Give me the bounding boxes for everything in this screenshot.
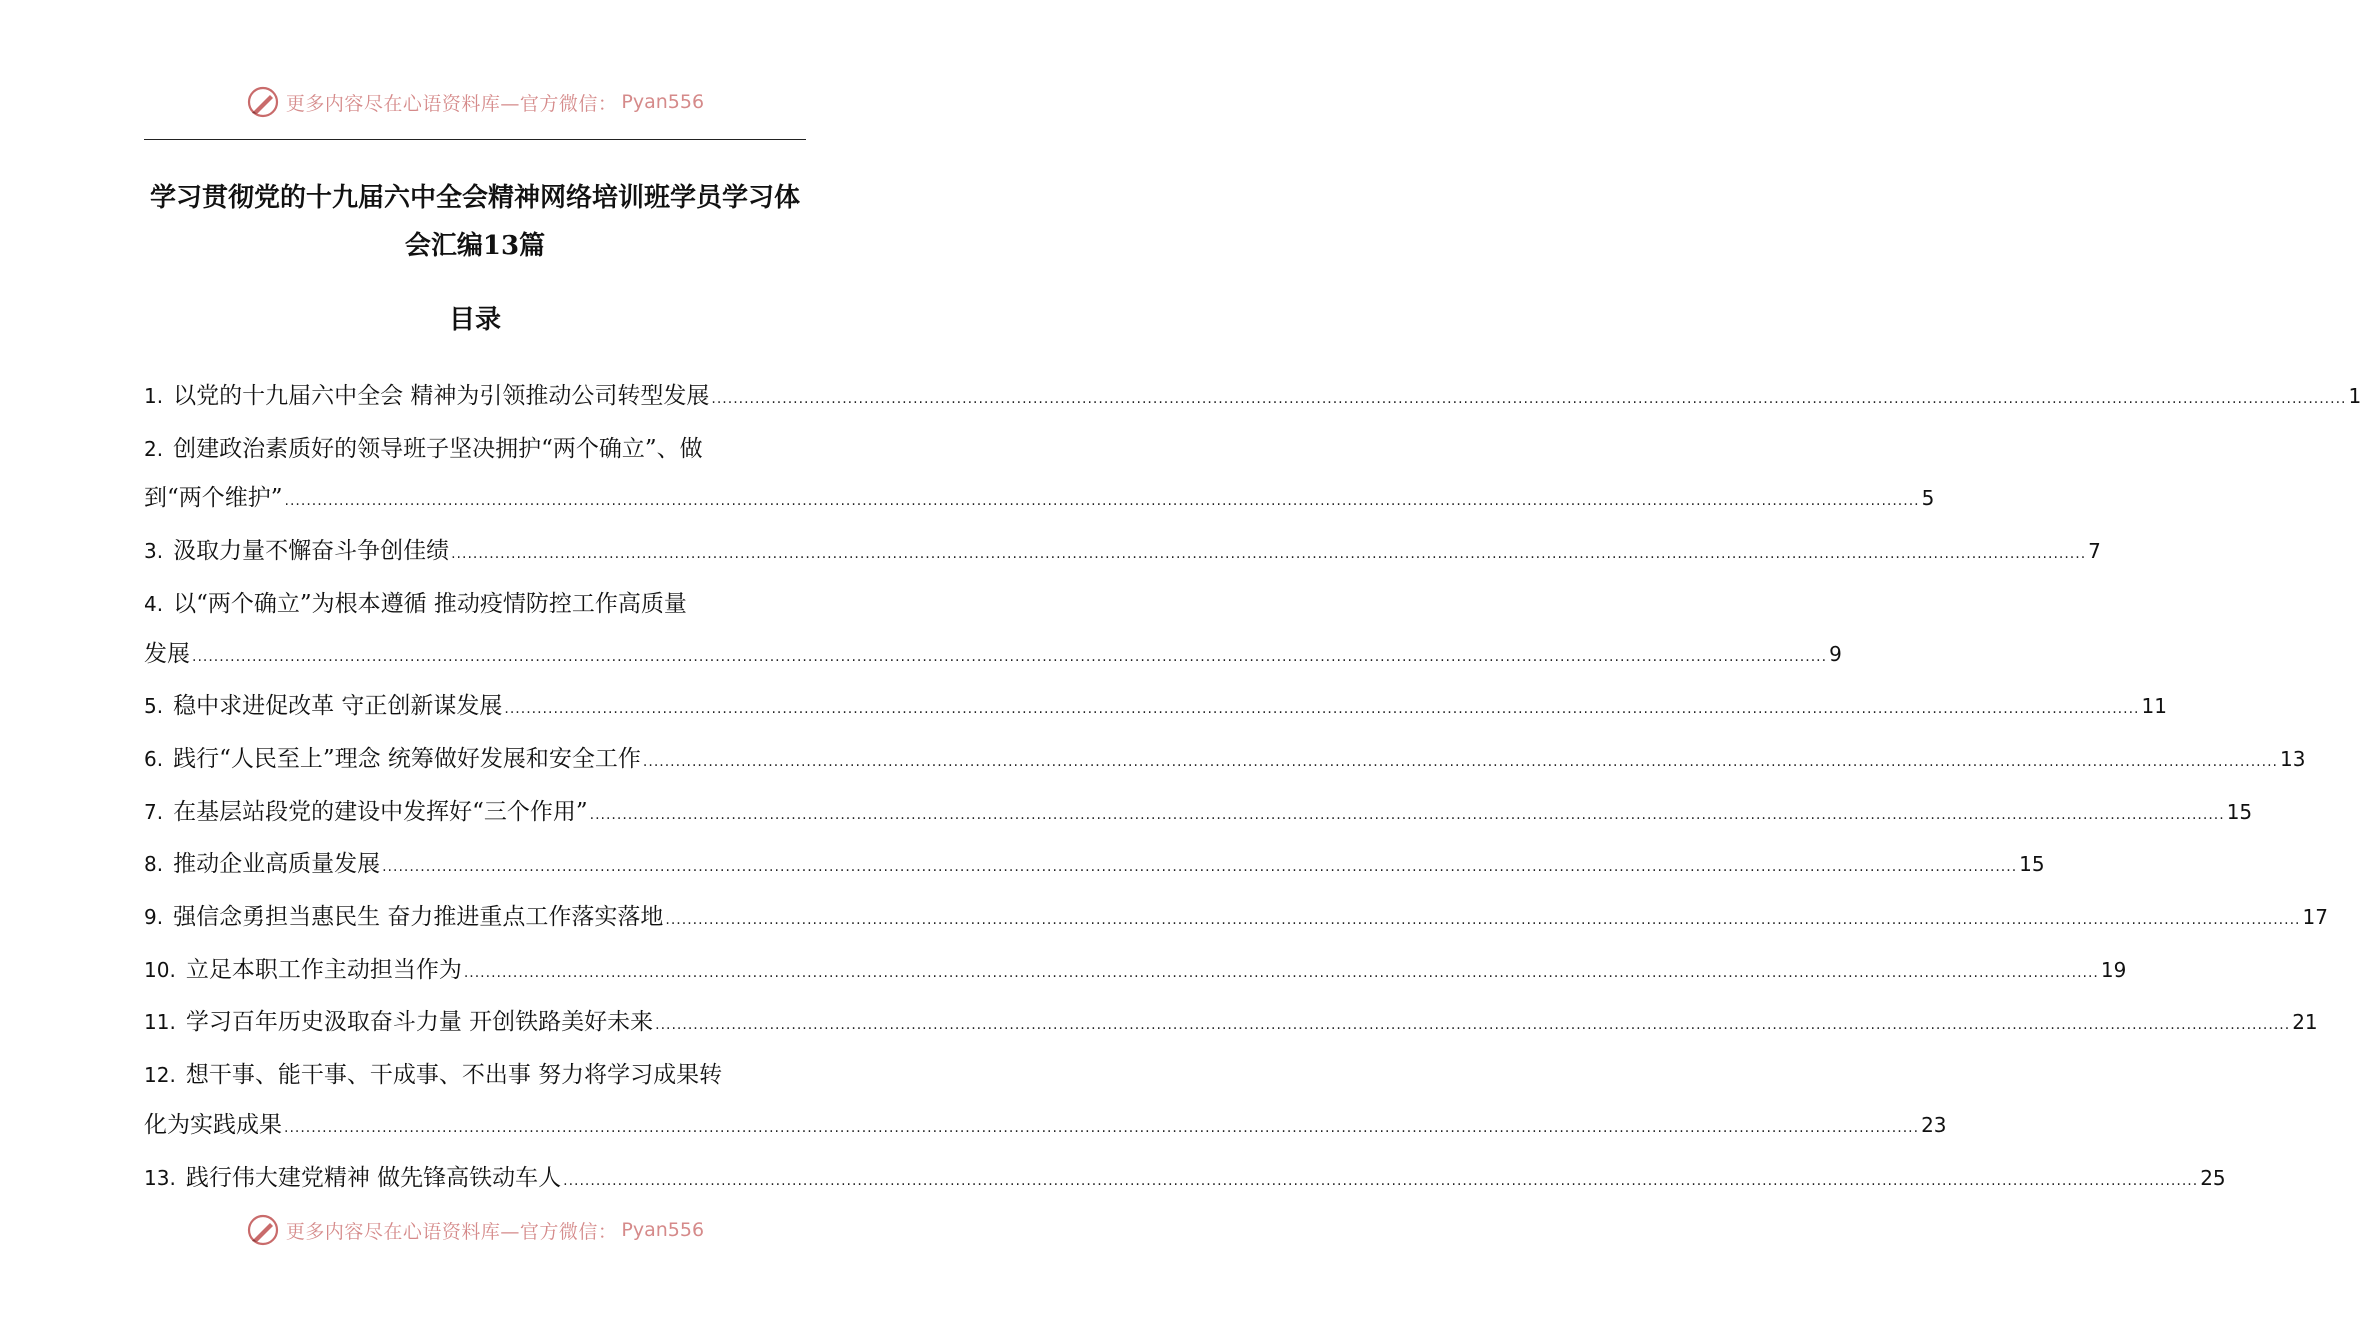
toc-leader-dots: ............................................................................................................................................................................................................................................................................................................ xyxy=(589,806,2225,823)
watermark-text: 更多内容尽在心语资料库—官方微信： xyxy=(285,92,618,115)
toc-entry-number: 3. xyxy=(144,539,164,564)
toc-leader-dots: ............................................................................................................................................................................................................................................................................................................ xyxy=(284,493,1920,510)
toc-entry-line xyxy=(144,998,2318,1051)
watermark-text: 更多内容尽在心语资料库—官方微信： xyxy=(285,1220,618,1243)
toc-heading: 目录 xyxy=(448,305,501,335)
toc-entry-line xyxy=(144,372,2361,425)
toc-leader-dots: ............................................................................................................................................................................................................................................................................................................ xyxy=(451,546,2087,563)
toc-page-number: 9 xyxy=(1829,641,1842,666)
toc-entry-number: 10. xyxy=(144,957,176,982)
toc-entry-title: 推动企业高质量发展 xyxy=(173,851,381,878)
toc-entry-title: 强信念勇担当惠民生 奋力推进重点工作落实落地 xyxy=(173,904,664,931)
toc-entry-title: 创建政治素质好的领导班子坚决拥护“两个确立”、做 xyxy=(173,435,703,462)
toc-entry[interactable] xyxy=(144,1051,1947,1153)
toc-page-number: 5 xyxy=(1921,486,1935,511)
toc-entry-line xyxy=(144,1154,2226,1207)
toc-entry[interactable] xyxy=(144,840,2045,893)
toc-entry-line xyxy=(144,630,1842,683)
toc-entry[interactable] xyxy=(144,946,2127,999)
toc-leader-dots: ............................................................................................................................................................................................................................................................................................................ xyxy=(463,964,2099,981)
toc-entry-title: 汲取力量不懈奋斗争创佳绩 xyxy=(173,538,450,565)
toc-entry-number: 11. xyxy=(144,1010,176,1035)
header-watermark xyxy=(0,80,950,124)
toc-entry-number: 6. xyxy=(144,746,164,771)
toc-entry-line xyxy=(144,527,2101,580)
toc-entry-title: 以党的十九届六中全会 精神为引领推动公司转型发展 xyxy=(173,383,710,409)
toc-entry-number: 1. xyxy=(144,384,164,408)
toc-entry-line xyxy=(144,682,2167,735)
toc-page-number: 23 xyxy=(1921,1112,1947,1137)
toc-entry[interactable] xyxy=(144,998,2318,1051)
toc-entry-title: 发展 xyxy=(144,640,190,667)
toc-leader-dots: ............................................................................................................................................................................................................................................................................................................ xyxy=(642,753,2278,770)
toc-page-number: 13 xyxy=(2279,746,2306,771)
pen-logo-icon xyxy=(246,85,280,119)
toc-entry-line xyxy=(144,580,858,630)
toc-entry[interactable] xyxy=(144,425,1935,527)
wechat-id: Pyan556 xyxy=(621,1219,705,1241)
toc-entry-number: 9. xyxy=(144,905,164,930)
toc-page-number: 1 xyxy=(2348,384,2361,408)
toc-entry-title: 以“两个确立”为根本遵循 推动疫情防控工作高质量 xyxy=(173,590,687,617)
toc-entry-title: 立足本职工作主动担当作为 xyxy=(185,956,462,983)
toc-page-number: 17 xyxy=(2302,905,2328,930)
toc-entry-line xyxy=(144,474,1935,527)
toc-page-number: 19 xyxy=(2100,957,2127,982)
toc-entry-line xyxy=(144,788,2253,841)
toc-entry-number: 5. xyxy=(144,694,164,719)
toc-entry-line xyxy=(144,946,2127,999)
toc-entry-title: 践行伟大建党精神 做先锋高铁动车人 xyxy=(185,1164,562,1191)
toc-entry-line xyxy=(144,1051,858,1101)
toc-entry[interactable] xyxy=(144,893,2328,946)
toc-leader-dots: ............................................................................................................................................................................................................................................................................................................ xyxy=(563,1172,2199,1189)
header-divider xyxy=(144,139,806,140)
toc-leader-dots: ............................................................................................................................................................................................................................................................................................................ xyxy=(284,1119,1920,1136)
toc-entry-number: 2. xyxy=(144,436,164,461)
toc-entry-number: 4. xyxy=(144,591,164,616)
toc-entry-number: 7. xyxy=(144,799,164,824)
toc-entry-line xyxy=(144,893,2328,946)
toc-entry-number: 12. xyxy=(144,1063,176,1088)
toc-page-number: 21 xyxy=(2292,1010,2318,1035)
toc-entry[interactable] xyxy=(144,1154,2226,1207)
toc-entry-title: 到“两个维护” xyxy=(144,485,283,512)
toc-leader-dots: ............................................................................................................................................................................................................................................................................................................ xyxy=(382,859,2018,876)
toc-entry-line xyxy=(144,735,2306,788)
toc-entry-number: 8. xyxy=(144,852,164,877)
toc-entry-title: 化为实践成果 xyxy=(144,1111,282,1138)
toc-leader-dots: ............................................................................................................................................................................................................................................................................................................ xyxy=(655,1017,2291,1034)
toc-entry-title: 想干事、能干事、干成事、不出事 努力将学习成果转 xyxy=(185,1062,723,1089)
toc-page-number: 25 xyxy=(2200,1165,2226,1190)
toc-entry-title: 在基层站段党的建设中发挥好“三个作用” xyxy=(173,798,588,825)
toc-entry-number: 13. xyxy=(144,1165,176,1190)
pen-logo-icon xyxy=(246,1213,280,1247)
wechat-id: Pyan556 xyxy=(621,91,705,113)
toc-page-number: 15 xyxy=(2226,799,2253,824)
toc-page-number: 15 xyxy=(2019,852,2045,877)
table-of-contents xyxy=(144,372,2361,1206)
footer-watermark xyxy=(0,1208,950,1252)
document-title xyxy=(144,174,806,270)
toc-entry-line xyxy=(144,1101,1947,1154)
toc-leader-dots: ............................................................................................................................................................................................................................................................................................................ xyxy=(504,701,2140,718)
toc-entry[interactable] xyxy=(144,788,2253,841)
toc-entry-line xyxy=(144,840,2045,893)
toc-entry-title: 学习百年历史汲取奋斗力量 开创铁路美好未来 xyxy=(185,1009,654,1036)
toc-entry[interactable] xyxy=(144,372,2361,425)
toc-page-number: 11 xyxy=(2141,694,2167,719)
toc-page-number: 7 xyxy=(2088,539,2101,564)
toc-leader-dots: ............................................................................................................................................................................................................................................................................................................ xyxy=(665,912,2301,929)
toc-entry[interactable] xyxy=(144,527,2101,580)
toc-entry-title: 稳中求进促改革 守正创新谋发展 xyxy=(173,693,503,720)
toc-leader-dots: ............................................................................................................................................................................................................................................................................................................ xyxy=(711,391,2347,407)
toc-entry[interactable] xyxy=(144,580,1842,682)
toc-entry-line xyxy=(144,425,858,475)
toc-leader-dots: ............................................................................................................................................................................................................................................................................................................ xyxy=(192,648,1828,665)
toc-entry[interactable] xyxy=(144,682,2167,735)
toc-entry[interactable] xyxy=(144,735,2306,788)
toc-entry-title: 践行“人民至上”理念 统筹做好发展和安全工作 xyxy=(173,745,641,772)
title-line-1: 学习贯彻党的十九届六中全会精神网络培训班学员学习体 xyxy=(149,183,800,213)
title-line-2: 会汇编13篇 xyxy=(404,231,546,261)
